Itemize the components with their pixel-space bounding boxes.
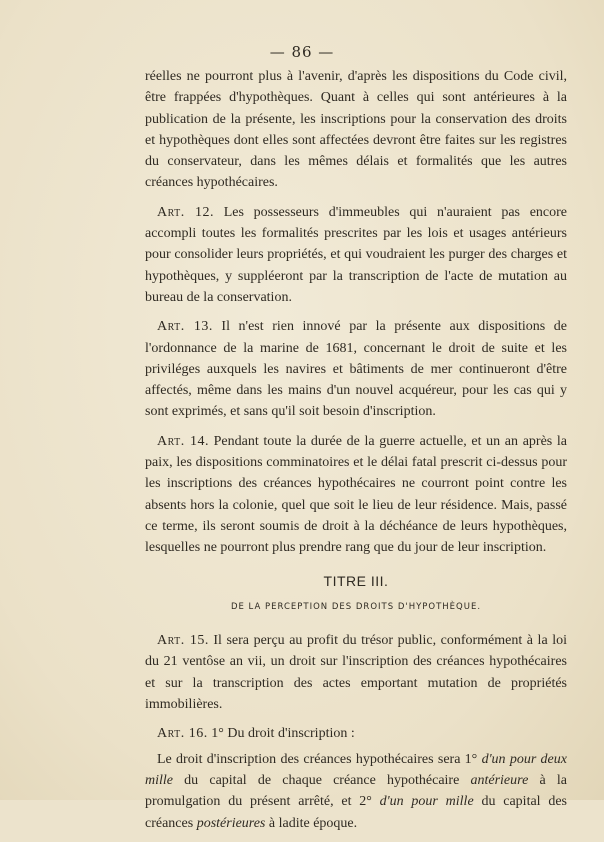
article-15 [145, 630, 567, 715]
article-label: Art. 13. [157, 319, 213, 335]
page-number: — 86 — [269, 43, 335, 61]
text-run: Le droit d'inscription des créances hypothécaires sera 1° [157, 751, 482, 767]
article-text: Il sera perçu au profit du trésor public, conformément à la loi du 21 ventôse an vii, un droit sur l'inscription des créances hypothécaires et sur la transcription des actes emportant mutation de propriétés immobilières. [145, 633, 567, 713]
text-run: à la promulgation du présent arrêté, et 2° [145, 772, 567, 810]
article-text: Pendant toute la durée de la guerre actuelle, et un an après la paix, les dispositions comminatoires et le délai fatal prescrit ci-dessus pour les inscriptions des créances hypothécaires ne courront point contre les absents hors la colonie, quel que soit le lieu de leur résidence. Mais, passé ce terme, ils seront soumis de droit à la déchéance de leurs hypothèques, lesquelles ne pourront plus prendre rang que du jour de leur inscription. [145, 433, 568, 556]
paragraph-droit-inscription [145, 749, 567, 834]
text-run: à ladite époque. [265, 815, 358, 831]
article-text: Il n'est rien innové par la présente aux dispositions de l'ordonnance de la marine de 1681, concernant le droit de suite et les priviléges auxquels les navires et bâtiments de mer continueront d'être affectés, même dans les mains d'un nouvel acquéreur, pour les cas qui y sont exprimés, et sans qu'il soit besoin d'inscription. [145, 319, 567, 420]
article-12 [145, 202, 567, 308]
article-14 [145, 431, 567, 559]
italic-run: d'un pour mille [379, 794, 474, 810]
section-subtitle: DE LA PERCEPTION DES DROITS D'HYPOTHÈQUE. [230, 601, 482, 612]
article-text: 1° Du droit d'inscription : [207, 726, 355, 742]
article-label: Art. 15. [157, 633, 209, 649]
italic-run: antérieure [470, 772, 529, 788]
article-text: Les possesseurs d'immeubles qui n'auraient pas encore accompli toutes les formalités prescrites par les lois et usages antérieurs pour consolider leurs propriétés, et qui voudraient les purger des charges et hypothèques, y suppléeront par la transcription de l'acte de mutation au bureau de la conservation. [145, 204, 567, 305]
section-title: TITRE III. [323, 572, 389, 589]
italic-run: postérieures [196, 815, 266, 831]
paragraph-continuation: réelles ne pourront plus à l'avenir, d'après les dispositions du Code civil, être frappées d'hypothèques. Quant à celles qui sont antérieures à la publication de la présente, les inscriptions pour la conservation des droits et hypothèques dont elles sont affectées devront être faites sur les registres du conservateur, dans les mêmes délais et formalités que les autres créances hypothécaires. [145, 69, 567, 191]
article-label: Art. 14. [157, 433, 209, 449]
article-16 [145, 723, 567, 744]
text-run: du capital des créances [145, 794, 568, 831]
italic-run: d'un pour deux mille [145, 751, 567, 788]
body-text [145, 66, 567, 842]
text-run: du capital de chaque créance hypothécaire [173, 772, 471, 788]
article-13 [145, 316, 567, 422]
article-label: Art. 12. [157, 204, 215, 220]
article-label: Art. 16. [157, 726, 208, 742]
